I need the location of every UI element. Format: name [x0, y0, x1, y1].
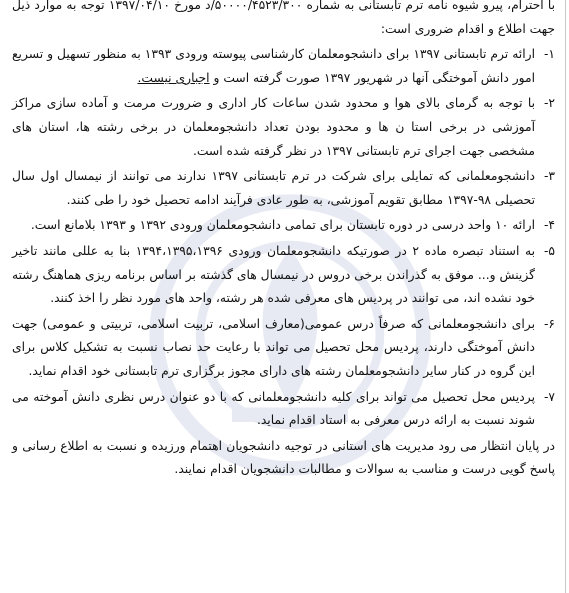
list-item-number: ۷-	[543, 389, 555, 404]
list-item-number: ۴-	[543, 218, 555, 233]
list-item-4	[12, 214, 555, 238]
list-item-text-main: ارائه ترم تابستانی ۱۳۹۷ برای دانشجومعلمان کارشناسی پیوسته ورودی ۱۳۹۳ به منظور تسهیل و تسریع امور دانش آموختگی آنها در شهریور ۱۳۹۷ صورت گرفته است و	[12, 47, 535, 85]
list-item-text: برای دانشجومعلمانی که صرفاً درس عمومی(معارف اسلامی، تربیت اسلامی، تربیتی و عمومی) جهت دانش آموختگی دارند، پردیس محل تحصیل می تواند با رعایت حد نصاب نسبت به تشکیل کلاس برای این گروه در کنار سایر دانشجومعلمان رشته های دارای مجوز برگزاری ترم تابستانی خود اقدام نماید.	[12, 316, 535, 378]
list-item-number: ۶-	[543, 316, 555, 331]
list-item-text: با توجه به گرمای بالای هوا و محدود شدن ساعات کار اداری و ضرورت مرمت و آماده سازی مراکز آموزشی در برخی استا ن ها و محدود بودن تعداد دانشجومعلمان در برخی رشته ها، استان های مشخصی جهت اجرای ترم تابستانی ۱۳۹۷ در نظر گرفته شده است.	[12, 96, 535, 158]
list-item-text: ارائه ۱۰ واحد درسی در دوره تابستان برای تمامی دانشجومعلمان ورودی ۱۳۹۲ و ۱۳۹۳ بلامانع است.	[30, 218, 535, 233]
list-item-text: پردیس محل تحصیل می تواند برای کلیه دانشجومعلمانی که با دو عنوان درس نظری دانش آموخته می شوند نسبت به ارائه درس معرفی به استاد اقدام نماید.	[12, 389, 535, 428]
list-item-7	[12, 386, 555, 433]
intro-paragraph: با احترام، پیرو شیوه نامه ترم تابستانی به شماره ۵۰۰۰۰/۴۵۲۳/۳۰۰/د مورخ ۱۳۹۷/۰۴/۱۰ توجه به موارد ذیل جهت اطلاع و اقدام ضروری است:	[12, 0, 555, 36]
list-item-number: ۱-	[543, 47, 555, 62]
list-item-5	[12, 240, 555, 311]
letter-body	[12, 0, 555, 484]
page-margin-rule	[565, 0, 566, 593]
underlined-phrase: اجباری نیست.	[137, 70, 210, 85]
list-item-text: به استناد تبصره ماده ۲ در صورتیکه دانشجومعلمان ورودی ۱۳۹۴،۱۳۹۵،۱۳۹۶ بنا به عللی مانند تاخیر گزینش و... موفق به گذراندن برخی دروس در نیمسال های گذشته بر اساس برنامه ریزی هماهنگ رشته خود نشده اند، می توانند در پردیس های معرفی شده هر رشته، واحد های مورد نظر را اخذ کنند.	[12, 243, 535, 306]
list-item-6	[12, 313, 555, 384]
closing-paragraph: در پایان انتظار می رود مدیریت های استانی در توجیه دانشجویان اهتمام ورزیده و نسبت به اطلاع رسانی و پاسخ گویی درست و مناسب به سوالات و مطالبات دانشجویان اقدام نمایند.	[12, 438, 555, 477]
list-item-text	[12, 43, 535, 90]
list-item-1	[12, 43, 555, 90]
list-item-number: ۵-	[543, 243, 555, 258]
list-item-number: ۳-	[543, 169, 555, 184]
list-item-text: دانشجومعلمانی که تمایلی برای شرکت در ترم تابستانی ۱۳۹۷ ندارند می توانند از نیمسال اول سال تحصیلی ۹۸-۱۳۹۷ مطابق تقویم آموزشی، به طور عادی فرآیند ادامه تحصیل خود را طی کنند.	[12, 169, 536, 207]
list-item-2	[12, 92, 555, 163]
list-item-number: ۲-	[543, 96, 555, 111]
list-item-3	[12, 165, 555, 212]
